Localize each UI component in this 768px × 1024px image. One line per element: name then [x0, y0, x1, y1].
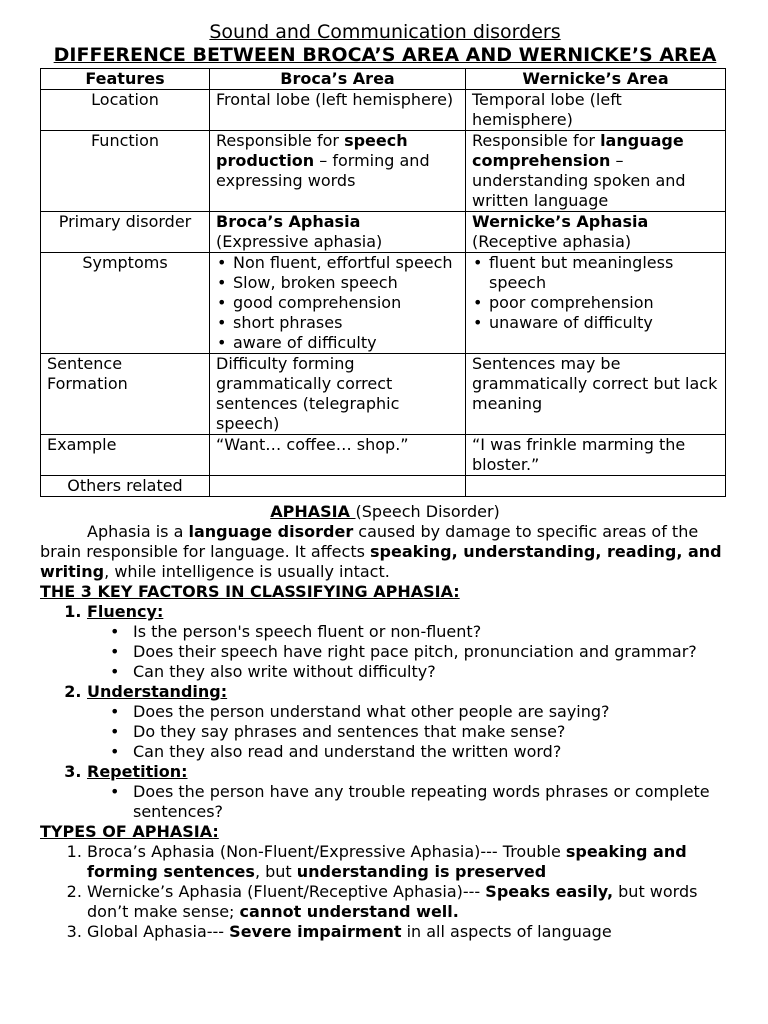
question-list	[87, 782, 730, 822]
symptom-list	[472, 253, 719, 333]
factor-label: Fluency:	[87, 602, 164, 621]
wernicke-cell	[466, 212, 726, 253]
broca-cell	[210, 253, 466, 354]
text-run: Broca’s Aphasia (Non-Fluent/Expressive Aphasia)--- Trouble	[87, 842, 566, 861]
question-list	[87, 702, 730, 762]
bold-term: cannot understand well.	[239, 902, 459, 921]
list-item: • aware of difficulty	[233, 333, 459, 353]
wernicke-cell	[466, 476, 726, 497]
document-page	[40, 21, 730, 942]
bold-term: Severe impairment	[229, 922, 402, 941]
question-list	[87, 622, 730, 682]
types-list	[40, 842, 730, 942]
bold-term: language comprehension	[472, 131, 684, 170]
factor-label: Repetition:	[87, 762, 188, 781]
feature-cell: Symptoms	[41, 253, 210, 354]
broca-cell: Frontal lobe (left hemisphere)	[210, 90, 466, 131]
text-run: , while intelligence is usually intact.	[104, 562, 390, 581]
list-item: • good comprehension	[233, 293, 459, 313]
factors-heading: THE 3 KEY FACTORS IN CLASSIFYING APHASIA:	[40, 582, 460, 601]
list-item	[87, 882, 730, 922]
list-item	[87, 682, 730, 762]
bold-term: Broca’s Aphasia	[216, 212, 361, 231]
table-row	[41, 131, 726, 212]
bold-term: speaking, understanding, reading, and writing	[40, 542, 722, 581]
table-header: Wernicke’s Area	[466, 69, 726, 90]
text-run: caused by damage to specific areas of the brain responsible for language. It affects	[40, 522, 699, 561]
list-item: • Does the person have any trouble repeating words phrases or complete sentences?	[110, 782, 730, 822]
text-run: Responsible for	[216, 131, 345, 150]
document-title: Sound and Communication disorders	[209, 21, 561, 43]
aphasia-paragraph	[40, 522, 730, 582]
text-run: , but	[254, 862, 297, 881]
table-row	[41, 253, 726, 354]
broca-cell	[210, 212, 466, 253]
text-run: (Expressive aphasia)	[216, 232, 383, 251]
list-item: • unaware of difficulty	[489, 313, 719, 333]
text-run: but words don’t make sense;	[87, 882, 698, 921]
feature-cell: Example	[41, 435, 210, 476]
list-item	[87, 922, 730, 942]
feature-cell: Location	[41, 90, 210, 131]
wernicke-cell	[466, 131, 726, 212]
factor-label: Understanding:	[87, 682, 228, 701]
bold-term: speaking and forming sentences	[87, 842, 687, 881]
text-run: Aphasia is a	[87, 522, 189, 541]
feature-cell: Function	[41, 131, 210, 212]
text-run: Global Aphasia---	[87, 922, 230, 941]
table-row	[41, 476, 726, 497]
list-item: • Non fluent, effortful speech	[233, 253, 459, 273]
broca-cell: Difficulty forming grammatically correct sentences (telegraphic speech)	[210, 354, 466, 435]
aphasia-heading	[40, 502, 730, 522]
bold-term: speech production	[216, 131, 408, 170]
list-item: • Can they also write without difficulty?	[110, 662, 730, 682]
text-run: Wernicke’s Aphasia (Fluent/Receptive Aphasia)---	[87, 882, 486, 901]
list-item	[87, 842, 730, 882]
list-item: • Do they say phrases and sentences that make sense?	[110, 722, 730, 742]
bold-term: Speaks easily,	[485, 882, 614, 901]
heading-text: APHASIA	[270, 502, 356, 521]
text-run: in all aspects of language	[401, 922, 612, 941]
text-run: – understanding spoken and written language	[472, 151, 686, 210]
text-run: Responsible for	[472, 131, 601, 150]
wernicke-cell: Sentences may be grammatically correct but lack meaning	[466, 354, 726, 435]
comparison-table	[40, 68, 726, 497]
feature-cell: Primary disorder	[41, 212, 210, 253]
list-item	[87, 762, 730, 822]
symptom-list	[216, 253, 459, 353]
text-run: (Receptive aphasia)	[472, 232, 632, 251]
factors-list	[40, 602, 730, 822]
table-row	[41, 212, 726, 253]
wernicke-cell: “I was frinkle marming the bloster.”	[466, 435, 726, 476]
table-header: Features	[41, 69, 210, 90]
table-row	[41, 354, 726, 435]
table-header-row	[41, 69, 726, 90]
broca-cell: “Want… coffee… shop.”	[210, 435, 466, 476]
bold-term: language disorder	[188, 522, 354, 541]
table-row	[41, 435, 726, 476]
wernicke-cell: Temporal lobe (left hemisphere)	[466, 90, 726, 131]
list-item: • Does the person understand what other people are saying?	[110, 702, 730, 722]
list-item: • Slow, broken speech	[233, 273, 459, 293]
list-item	[87, 602, 730, 682]
table-header: Broca’s Area	[210, 69, 466, 90]
broca-cell	[210, 476, 466, 497]
list-item: • Does their speech have right pace pitch, pronunciation and grammar?	[110, 642, 730, 662]
bold-term: understanding is preserved	[296, 862, 547, 881]
wernicke-cell	[466, 253, 726, 354]
list-item: • fluent but meaningless speech	[489, 253, 719, 293]
feature-cell: Others related	[41, 476, 210, 497]
table-row	[41, 90, 726, 131]
bold-term: Wernicke’s Aphasia	[472, 212, 649, 231]
text-run: – forming and expressing words	[216, 151, 430, 190]
feature-cell: Sentence Formation	[41, 354, 210, 435]
list-item: • short phrases	[233, 313, 459, 333]
heading-subtext: (Speech Disorder)	[355, 502, 500, 521]
list-item: • poor comprehension	[489, 293, 719, 313]
types-heading: TYPES OF APHASIA:	[40, 822, 219, 841]
list-item: • Is the person's speech fluent or non-fluent?	[110, 622, 730, 642]
broca-cell	[210, 131, 466, 212]
list-item: • Can they also read and understand the written word?	[110, 742, 730, 762]
document-subtitle: DIFFERENCE BETWEEN BROCA’S AREA AND WERNICKE’S AREA	[53, 44, 717, 66]
